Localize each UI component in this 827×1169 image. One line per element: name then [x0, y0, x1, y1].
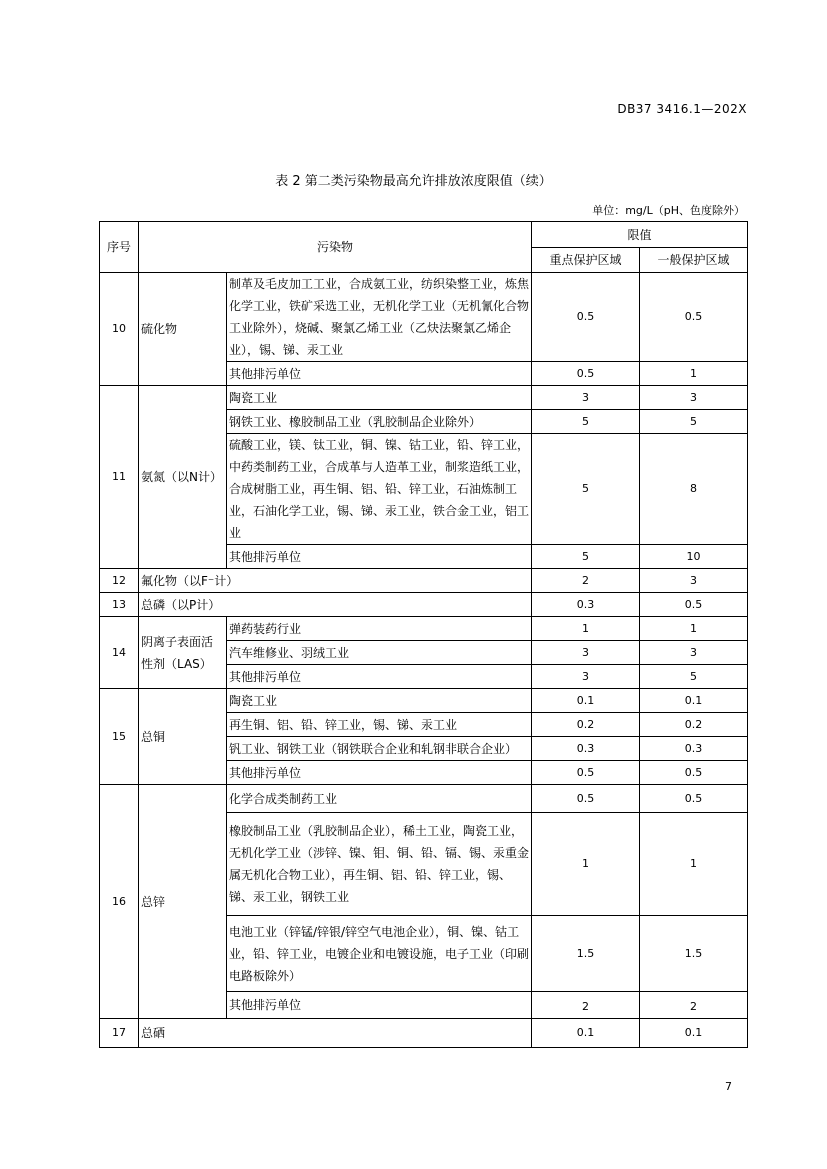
industry-cell: 化学合成类制药工业: [227, 785, 532, 813]
table-row: [100, 785, 748, 813]
general-limit: 1.5: [640, 916, 748, 992]
general-limit: 0.5: [640, 785, 748, 813]
key-limit: 5: [532, 545, 640, 569]
header-index: 序号: [100, 222, 139, 273]
key-limit: 0.1: [532, 1019, 640, 1048]
industry-cell: 其他排污单位: [227, 761, 532, 785]
key-limit: 0.3: [532, 593, 640, 617]
industry-cell: 陶瓷工业: [227, 386, 532, 410]
table-row: [100, 689, 748, 713]
pollutant-name: 总铜: [139, 689, 227, 785]
table-row: [100, 386, 748, 410]
table-header-row: [100, 222, 748, 248]
industry-cell: 钒工业、钢铁工业（钢铁联合企业和轧钢非联合企业）: [227, 737, 532, 761]
industry-cell: 硫酸工业，镁、钛工业，铜、镍、钴工业，铅、锌工业，中药类制药工业，合成革与人造革工业，制浆造纸工业，合成树脂工业，再生铜、铝、铅、锌工业，石油炼制工业，石油化学工业，锡、锑、汞工业，铁合金工业，铝工业: [227, 434, 532, 545]
row-index: 10: [100, 273, 139, 386]
industry-cell: 其他排污单位: [227, 545, 532, 569]
general-limit: 8: [640, 434, 748, 545]
row-index: 16: [100, 785, 139, 1019]
general-limit: 2: [640, 992, 748, 1019]
industry-cell: 制革及毛皮加工工业，合成氨工业，纺织染整工业，炼焦化学工业，铁矿采选工业，无机化学工业（无机氰化合物工业除外），烧碱、聚氯乙烯工业（乙炔法聚氯乙烯企业），锡、锑、汞工业: [227, 273, 532, 362]
general-limit: 1: [640, 617, 748, 641]
key-limit: 3: [532, 386, 640, 410]
unit-note: 单位：mg/L（pH、色度除外）: [592, 204, 745, 217]
general-limit: 3: [640, 641, 748, 665]
industry-cell: 汽车维修业、羽绒工业: [227, 641, 532, 665]
industry-cell: 其他排污单位: [227, 362, 532, 386]
general-limit: 5: [640, 665, 748, 689]
key-limit: 2: [532, 992, 640, 1019]
pollutant-name: 氨氮（以N计）: [139, 386, 227, 569]
page-number: 7: [725, 1080, 732, 1093]
general-limit: 0.5: [640, 273, 748, 362]
table-row: [100, 273, 748, 362]
table-row: [100, 569, 748, 593]
table-row: [100, 1019, 748, 1048]
industry-cell: 橡胶制品工业（乳胶制品企业），稀土工业，陶瓷工业，无机化学工业（涉锌、镍、钼、铜、铅、镉、锡、汞重金属无机化合物工业），再生铜、铝、铅、锌工业，锡、锑、汞工业，钢铁工业: [227, 813, 532, 916]
industry-cell: 弹药装药行业: [227, 617, 532, 641]
key-limit: 3: [532, 665, 640, 689]
pollutant-name: 总硒: [139, 1019, 532, 1048]
document-code: DB37 3416.1—202X: [617, 102, 747, 116]
key-limit: 0.5: [532, 362, 640, 386]
key-limit: 0.5: [532, 761, 640, 785]
header-pollutant: 污染物: [139, 222, 532, 273]
industry-cell: 钢铁工业、橡胶制品工业（乳胶制品企业除外）: [227, 410, 532, 434]
pollutant-name: 硫化物: [139, 273, 227, 386]
general-limit: 3: [640, 386, 748, 410]
key-limit: 2: [532, 569, 640, 593]
general-limit: 0.1: [640, 1019, 748, 1048]
row-index: 15: [100, 689, 139, 785]
row-index: 13: [100, 593, 139, 617]
key-limit: 3: [532, 641, 640, 665]
industry-cell: 陶瓷工业: [227, 689, 532, 713]
industry-cell: 其他排污单位: [227, 665, 532, 689]
key-limit: 5: [532, 434, 640, 545]
header-general-area: 一般保护区域: [640, 248, 748, 273]
industry-cell: 其他排污单位: [227, 992, 532, 1019]
pollutant-limit-table: [99, 221, 748, 1048]
general-limit: 10: [640, 545, 748, 569]
pollutant-name: 阴离子表面活性剂（LAS）: [139, 617, 227, 689]
table-row: [100, 617, 748, 641]
row-index: 14: [100, 617, 139, 689]
general-limit: 0.1: [640, 689, 748, 713]
pollutant-name: 总磷（以P计）: [139, 593, 532, 617]
general-limit: 1: [640, 362, 748, 386]
key-limit: 1.5: [532, 916, 640, 992]
general-limit: 3: [640, 569, 748, 593]
key-limit: 0.1: [532, 689, 640, 713]
pollutant-name: 氟化物（以F⁻计）: [139, 569, 532, 593]
general-limit: 0.3: [640, 737, 748, 761]
header-key-area: 重点保护区域: [532, 248, 640, 273]
key-limit: 5: [532, 410, 640, 434]
industry-cell: 再生铜、铝、铅、锌工业，锡、锑、汞工业: [227, 713, 532, 737]
general-limit: 5: [640, 410, 748, 434]
key-limit: 0.2: [532, 713, 640, 737]
row-index: 17: [100, 1019, 139, 1048]
table-title: 表 2 第二类污染物最高允许排放浓度限值（续）: [275, 174, 552, 189]
key-limit: 1: [532, 813, 640, 916]
table-row: [100, 593, 748, 617]
industry-cell: 电池工业（锌锰/锌银/锌空气电池企业），铜、镍、钴工业，铅、锌工业，电镀企业和电镀设施，电子工业（印刷电路板除外）: [227, 916, 532, 992]
key-limit: 0.3: [532, 737, 640, 761]
general-limit: 0.5: [640, 761, 748, 785]
key-limit: 0.5: [532, 273, 640, 362]
general-limit: 0.5: [640, 593, 748, 617]
header-limit: 限值: [532, 222, 748, 248]
pollutant-name: 总锌: [139, 785, 227, 1019]
general-limit: 0.2: [640, 713, 748, 737]
row-index: 12: [100, 569, 139, 593]
key-limit: 1: [532, 617, 640, 641]
general-limit: 1: [640, 813, 748, 916]
key-limit: 0.5: [532, 785, 640, 813]
row-index: 11: [100, 386, 139, 569]
